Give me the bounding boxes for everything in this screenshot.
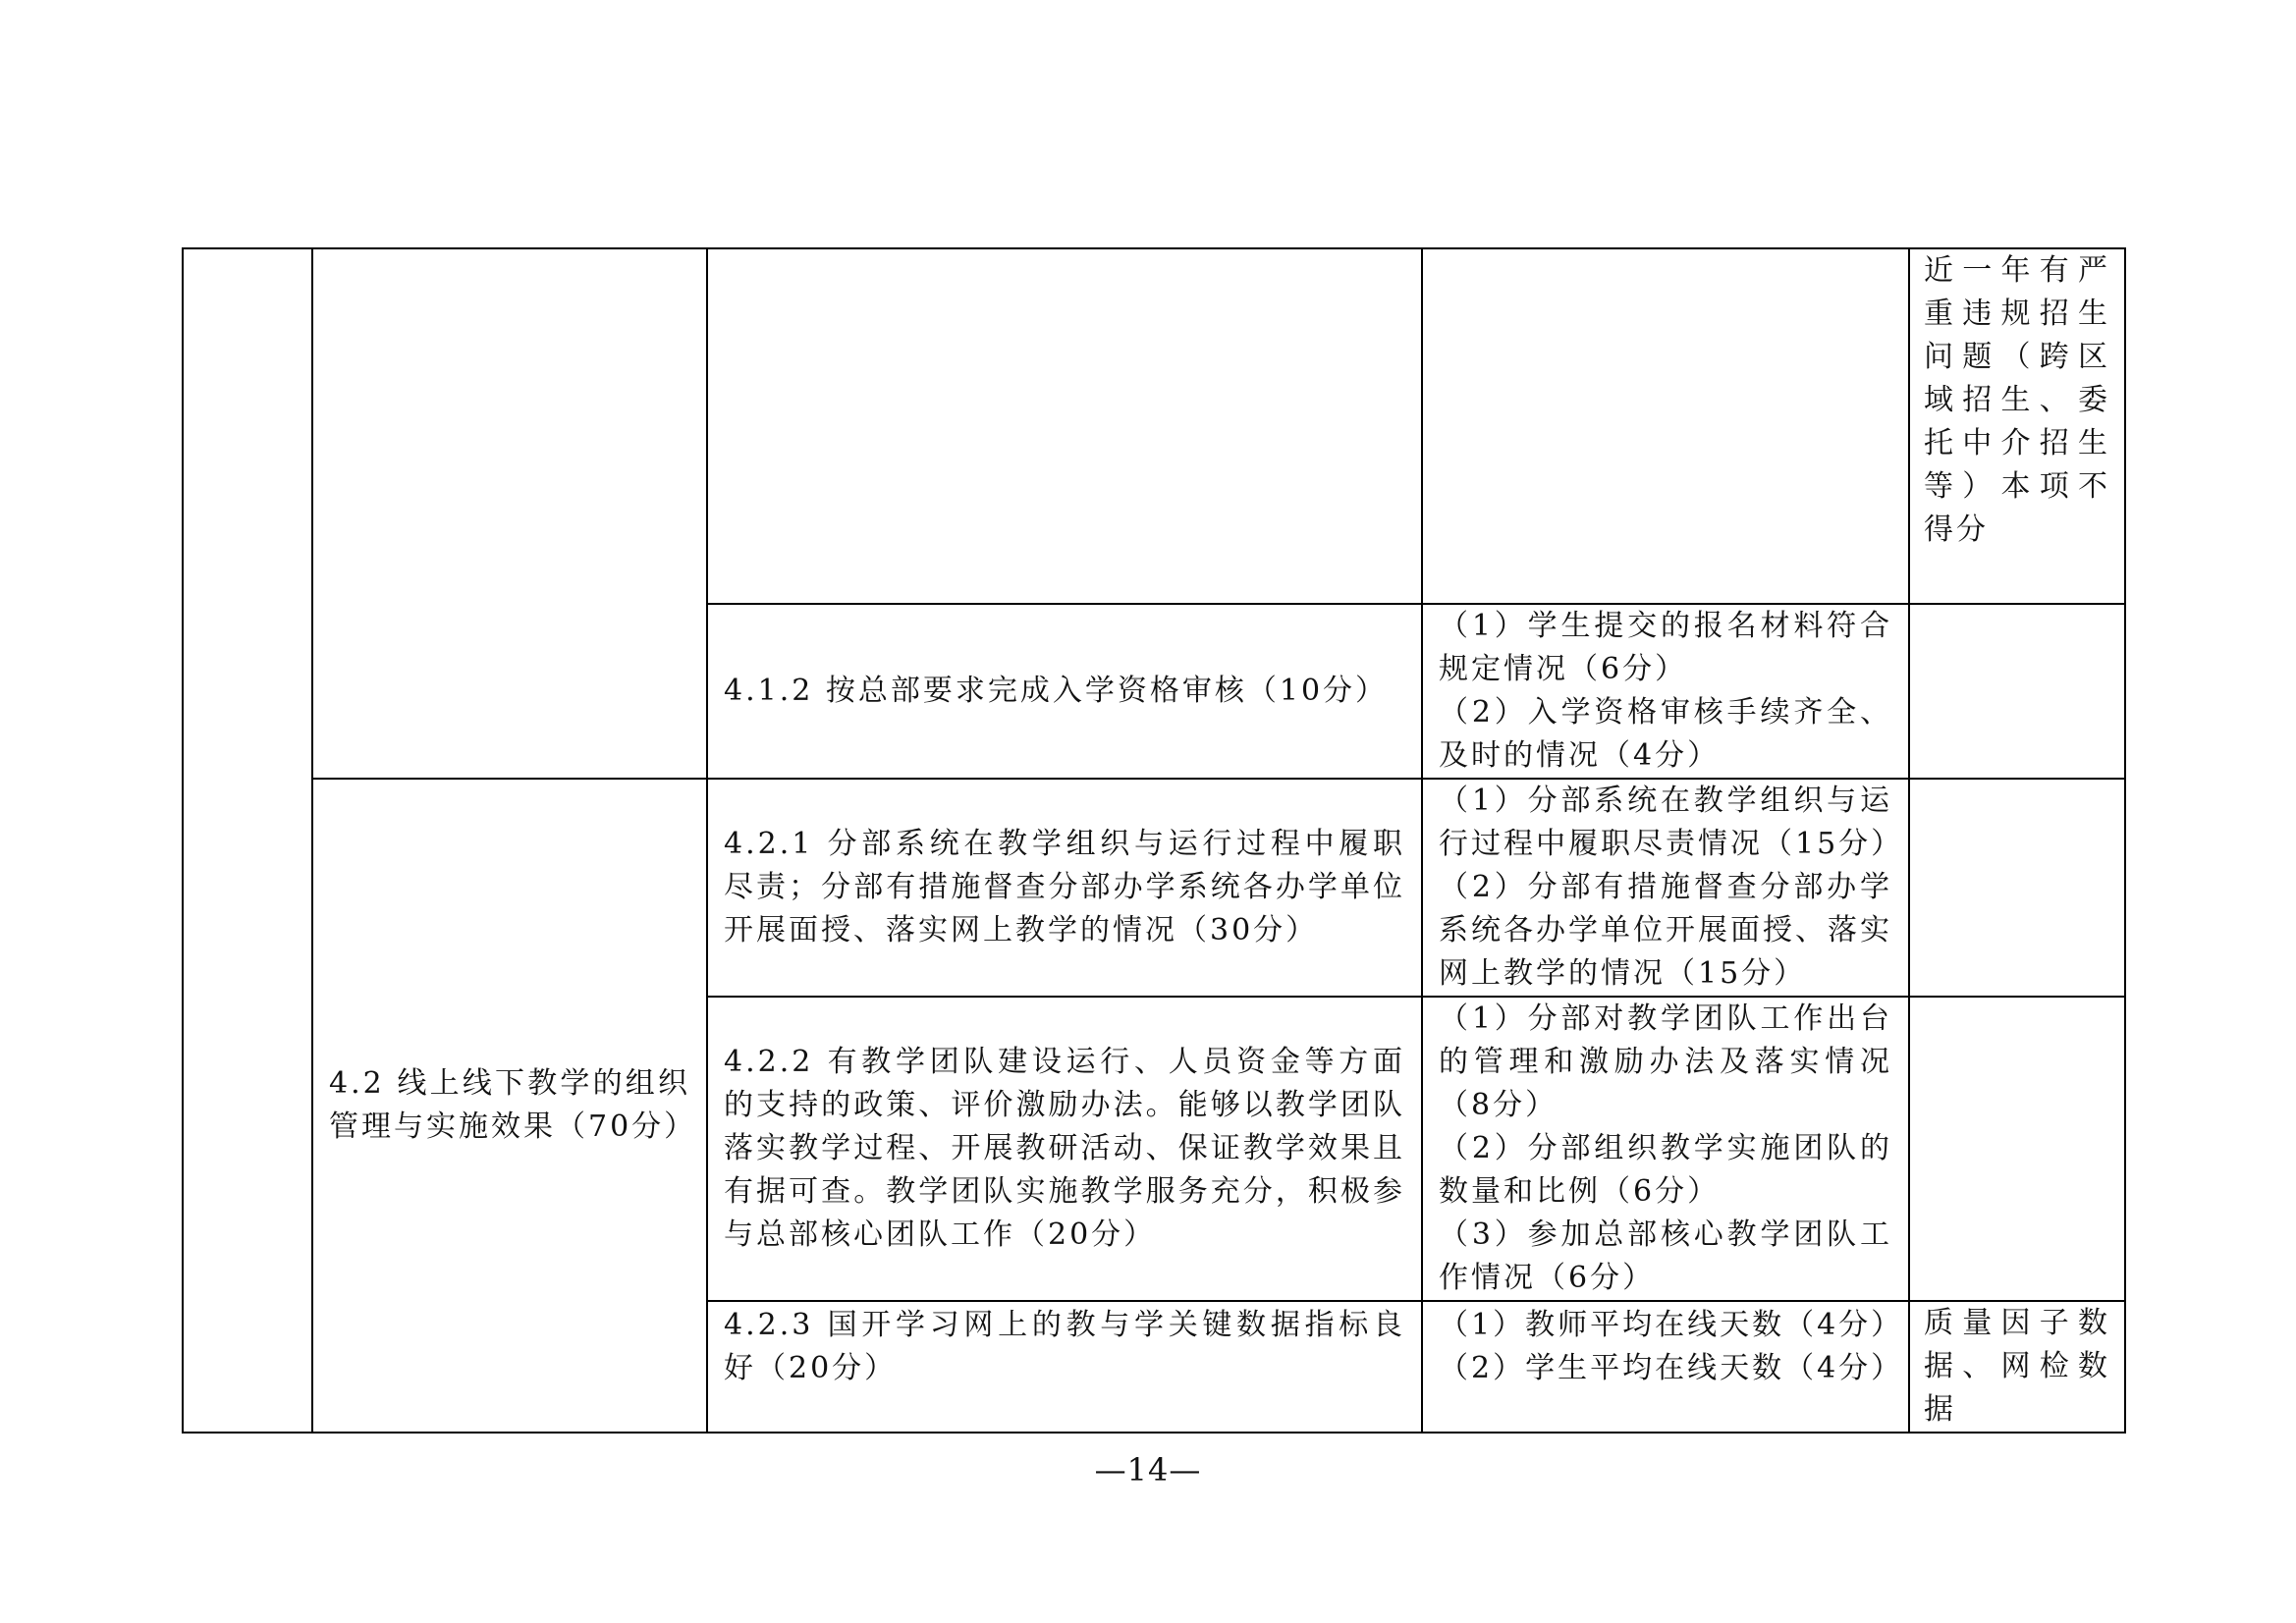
item-text: 4.1.2 按总部要求完成入学资格审核（10分） xyxy=(724,674,1389,708)
table-row xyxy=(183,779,2125,997)
category-cell xyxy=(312,248,707,779)
remark-cell xyxy=(1909,1301,2125,1433)
point-text: （1）分部系统在教学组织与运行过程中履职尽责情况（15分） xyxy=(1439,784,1904,861)
item-cell xyxy=(707,1301,1422,1433)
remark-cell xyxy=(1909,604,2125,779)
first-column-cell xyxy=(183,248,312,1433)
points-cell xyxy=(1422,248,1909,604)
item-cell xyxy=(707,604,1422,779)
points-cell xyxy=(1422,779,1909,997)
table-row xyxy=(183,248,2125,604)
remark-cell xyxy=(1909,779,2125,997)
point-text: （2）分部组织教学实施团队的数量和比例（6分） xyxy=(1439,1131,1892,1209)
point-text: （2）入学资格审核手续齐全、及时的情况（4分） xyxy=(1439,695,1892,773)
point-text: （2）学生平均在线天数（4分） xyxy=(1439,1351,1904,1385)
category-cell xyxy=(312,779,707,1433)
points-cell xyxy=(1422,604,1909,779)
item-cell xyxy=(707,997,1422,1301)
remark-cell xyxy=(1909,248,2125,604)
point-text: （1）学生提交的报名材料符合规定情况（6分） xyxy=(1439,609,1892,686)
page-number: —14— xyxy=(1094,1451,1202,1488)
item-text: 4.2.1 分部系统在教学组织与运行过程中履职尽责；分部有措施督查分部办学系统各办学单位开展面授、落实网上教学的情况（30分） xyxy=(724,827,1405,947)
point-text: （3）参加总部核心教学团队工作情况（6分） xyxy=(1439,1217,1892,1295)
points-cell xyxy=(1422,997,1909,1301)
point-text: （1）教师平均在线天数（4分） xyxy=(1439,1308,1904,1342)
remark-cell xyxy=(1909,997,2125,1301)
points-cell xyxy=(1422,1301,1909,1433)
point-text: （1）分部对教学团队工作出台的管理和激励办法及落实情况（8分） xyxy=(1439,1001,1892,1122)
item-text: 4.2.2 有教学团队建设运行、人员资金等方面的支持的政策、评价激励办法。能够以教学团队落实教学过程、开展教研活动、保证教学效果且有据可查。教学团队实施教学服务充分，积极参与总部核心团队工作（20分） xyxy=(724,1045,1405,1252)
remark-text: 质量因子数据、网检数据 xyxy=(1924,1306,2110,1427)
evaluation-table xyxy=(182,247,2126,1434)
item-cell xyxy=(707,779,1422,997)
item-text: 4.2.3 国开学习网上的教与学关键数据指标良好（20分） xyxy=(724,1308,1405,1385)
category-text: 4.2 线上线下教学的组织管理与实施效果（70分） xyxy=(329,1066,697,1144)
item-cell xyxy=(707,248,1422,604)
remark-text: 近一年有严重违规招生问题（跨区域招生、委托中介招生等）本项不得分 xyxy=(1924,253,2110,547)
point-text: （2）分部有措施督查分部办学系统各办学单位开展面授、落实网上教学的情况（15分） xyxy=(1439,870,1892,991)
